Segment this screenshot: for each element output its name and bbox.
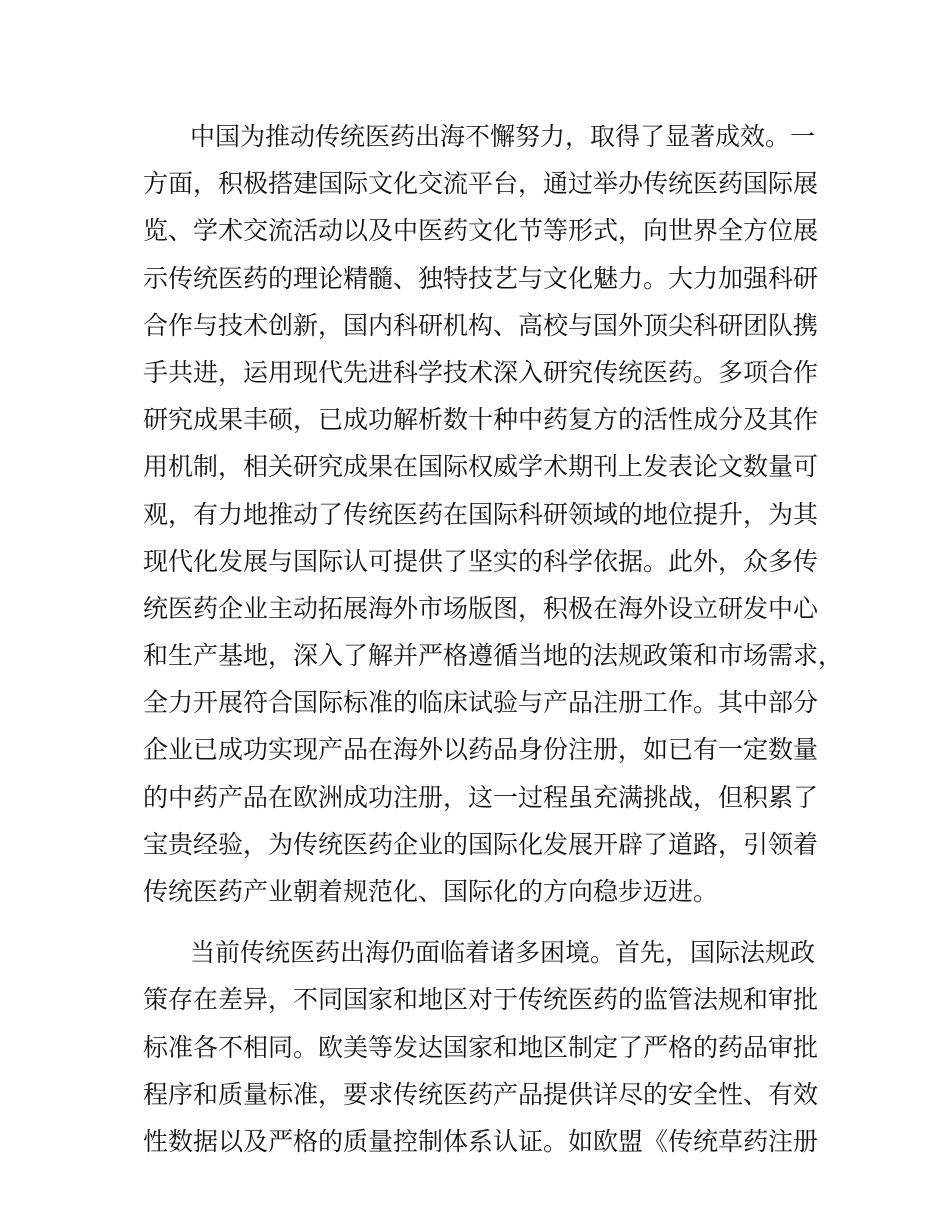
text-line: 示传统医药的理论精髓、独特技艺与文化魅力。大力加强科研 [143, 263, 819, 293]
text-line: 当前传统医药出海仍面临着诸多困境。首先，国际法规政 [190, 938, 816, 968]
paragraph-2 [143, 929, 819, 1165]
text-line: 传统医药产业朝着规范化、国际化的方向稳步迈进。 [143, 877, 719, 906]
text-line: 现代化发展与国际认可提供了坚实的科学依据。此外，众多传 [143, 546, 819, 576]
text-line: 的中药产品在欧洲成功注册，这一过程虽充满挑战，但积累了 [143, 782, 819, 812]
text-line: 策存在差异，不同国家和地区对于传统医药的监管法规和审批 [143, 985, 819, 1015]
text-line: 程序和质量标准，要求传统医药产品提供详尽的安全性、有效 [143, 1079, 819, 1109]
text-line: 览、学术交流活动以及中医药文化节等形式，向世界全方位展 [143, 216, 819, 246]
text-line: 企业已成功实现产品在海外以药品身份注册，如已有一定数量 [143, 735, 819, 765]
text-line: 手共进，运用现代先进科学技术深入研究传统医药。多项合作 [143, 357, 819, 387]
text-line: 方面，积极搭建国际文化交流平台，通过举办传统医药国际展 [143, 169, 819, 199]
text-line: 宝贵经验，为传统医药企业的国际化发展开辟了道路，引领着 [143, 829, 819, 859]
text-line: 研究成果丰硕，已成功解析数十种中药复方的活性成分及其作 [143, 405, 819, 435]
document-page [143, 113, 844, 1179]
text-line: 观，有力地推动了传统医药在国际科研领域的地位提升，为其 [143, 499, 819, 529]
text-line: 合作与技术创新，国内科研机构、高校与国外顶尖科研团队携 [143, 310, 819, 340]
text-line: 标准各不相同。欧美等发达国家和地区制定了严格的药品审批 [143, 1032, 819, 1062]
paragraph-1 [143, 113, 844, 915]
text-line: 性数据以及严格的质量控制体系认证。如欧盟《传统草药注册 [143, 1126, 819, 1156]
text-line: 全力开展符合国际标准的临床试验与产品注册工作。其中部分 [143, 688, 819, 718]
text-line: 统医药企业主动拓展海外市场版图，积极在海外设立研发中心 [143, 593, 819, 623]
text-line: 中国为推动传统医药出海不懈努力，取得了显著成效。一 [190, 122, 816, 151]
text-line: 和生产基地，深入了解并严格遵循当地的法规政策和市场需求， [143, 641, 844, 671]
text-line: 用机制，相关研究成果在国际权威学术期刊上发表论文数量可 [143, 452, 819, 482]
